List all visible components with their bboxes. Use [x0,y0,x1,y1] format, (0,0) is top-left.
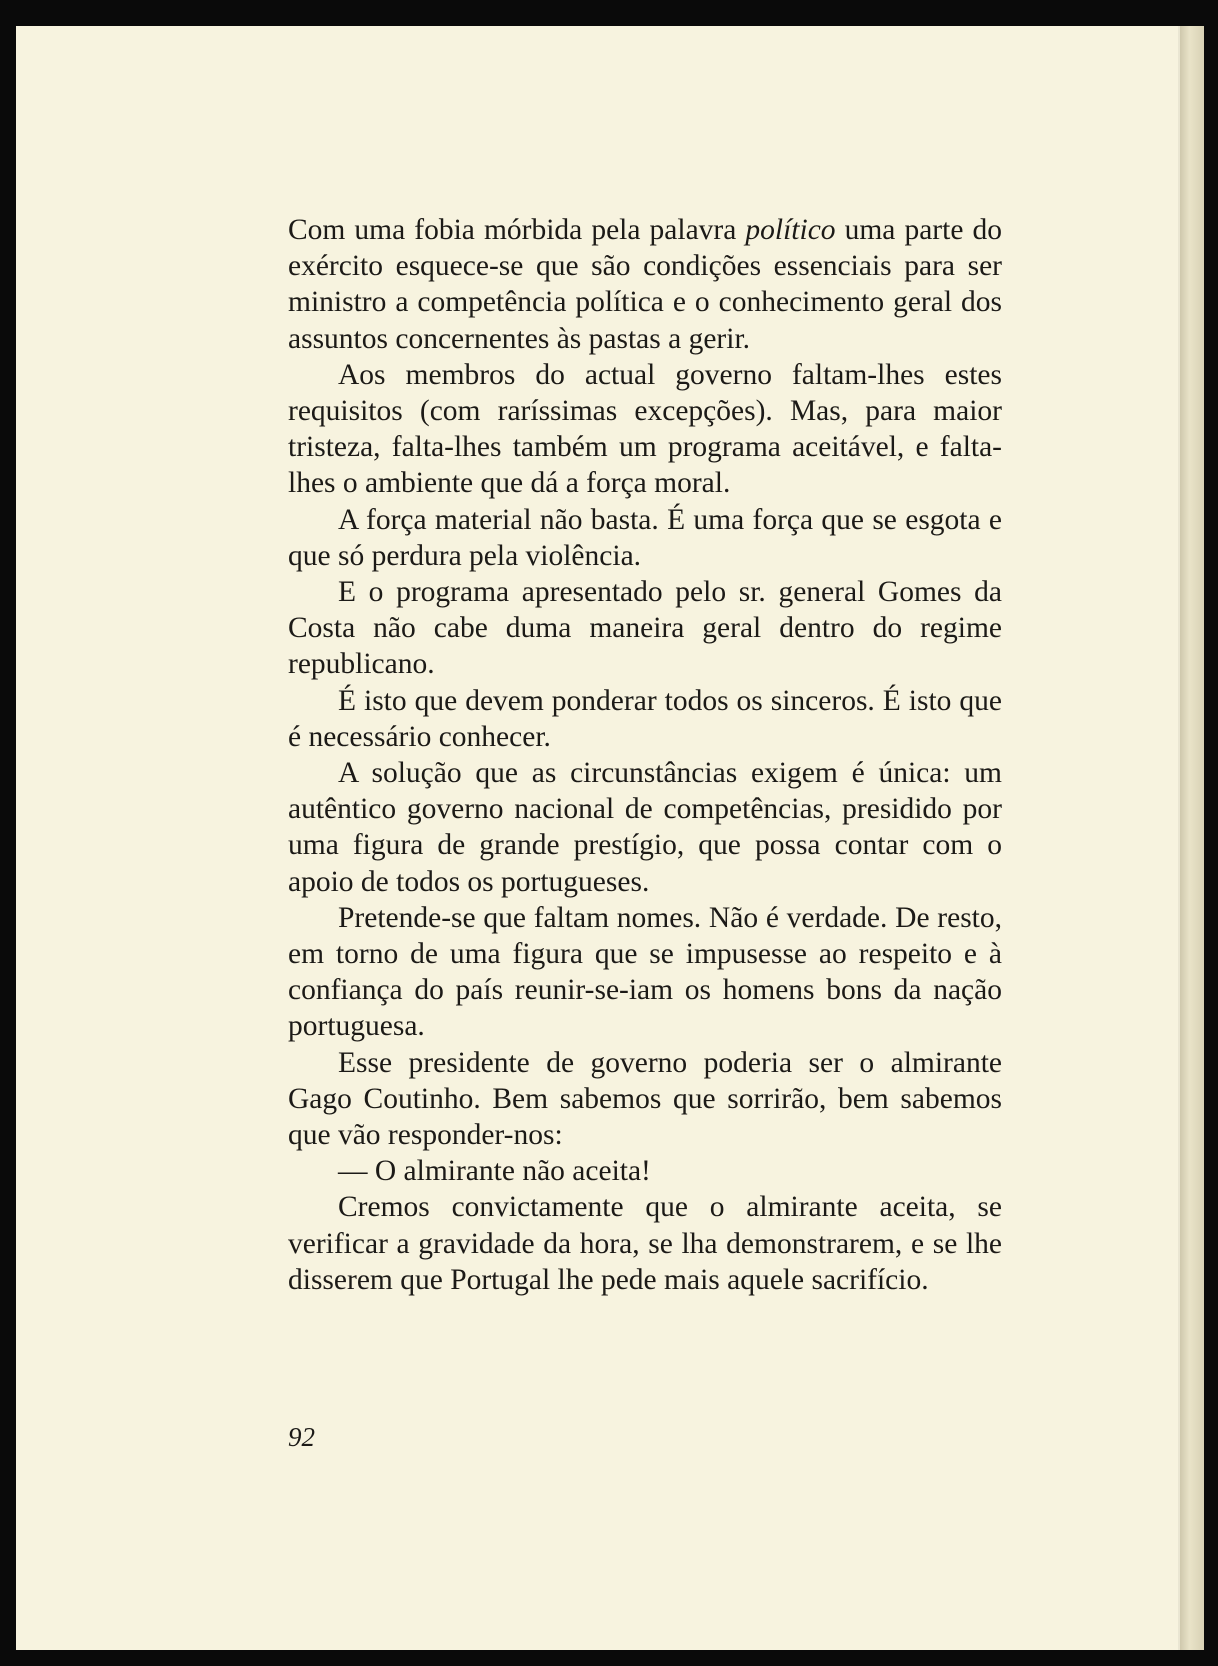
page-number: 92 [288,1422,315,1452]
paragraph-1-start: Com uma fobia mórbida pela palavra [288,214,746,246]
paragraph-8: Esse presidente de governo poderia ser o almirante Gago Coutinho. Bem sabemos que sorrirão, bem sabemos que vão responder-nos: [288,1046,1002,1152]
paragraph-6: A solução que as circunstâncias exigem é única: um autêntico governo nacional de competências, presidido por uma figura de grande prestígio, que possa contar com o apoio de todos os portugueses. [288,757,1002,898]
paragraph-5: É isto que devem ponderar todos os sinceros. É isto que é necessário conhecer. [288,684,1002,753]
emphasized-word: político [745,214,836,246]
paragraph-9-dialogue: — O almirante não aceita! [338,1155,651,1188]
paragraph-10: Cremos convictamente que o almirante aceita, se verificar a gravidade da hora, se lha demonstrarem, e se lhe disserem que Portugal lhe pede mais aquele sacrifício. [288,1191,1002,1296]
paragraph-4: E o programa apresentado pelo sr. general Gomes da Costa não cabe duma maneira geral dentro do regime republicano. [288,576,1002,681]
paragraph-3: A força material não basta. É uma força que se esgota e que só perdura pela violência. [288,503,1002,572]
body-text [288,212,1002,1298]
paragraph-1 [288,212,1002,357]
page-edge [1180,26,1204,1650]
paragraph-1-end: uma parte do exército esquece-se que são condições essenciais para ser ministro a competência política e o conhecimento geral dos assuntos concernentes às pastas a gerir. [288,214,1002,355]
paragraph-2: Aos membros do actual governo faltam-lhes estes requisitos (com raríssimas excepções). Mas, para maior tristeza, falta-lhes também um programa aceitável, e falta-lhes o ambiente que dá a força moral. [288,358,1002,500]
paragraph-7: Pretende-se que faltam nomes. Não é verdade. De resto, em torno de uma figura que se impusesse ao respeito e à confiança do país reunir-se-iam os homens bons da nação portuguesa. [288,901,1002,1043]
